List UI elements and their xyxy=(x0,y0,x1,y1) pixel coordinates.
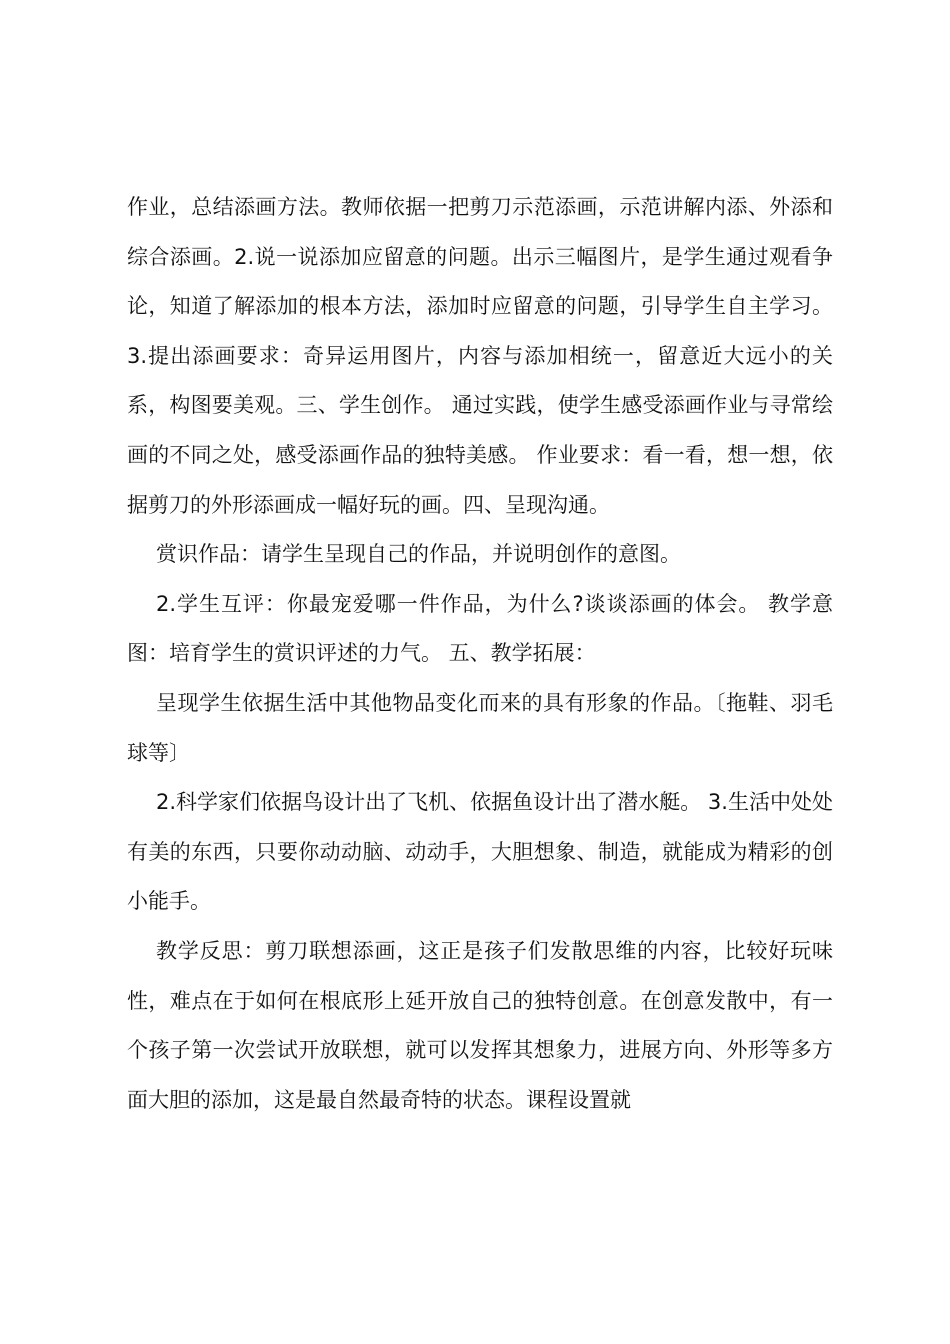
paragraph-showcase: 呈现学生依据生活中其他物品变化而来的具有形象的作品。〔拖鞋、羽毛球等〕 xyxy=(127,690,833,765)
paragraph-reflection: 教学反思：剪刀联想添画，这正是孩子们发散思维的内容，比较好玩味性，难点在于如何在根底形上延开放自己的独特创意。在创意发散中，有一个孩子第一次尝试开放联想，就可以发挥其想象力，进展方向、外形等多方面大胆的添加，这是最自然最奇特的状态。课程设置就 xyxy=(127,938,833,1112)
paragraph-lesson-steps: 作业，总结添画方法。教师依据一把剪刀示范添画，示范讲解内添、外添和综合添画。2.说一说添加应留意的问题。出示三幅图片，是学生通过观看争论，知道了解添加的根本方法，添加时应留意的问题，引导学生自主学习。3.提出添画要求：奇异运用图片，内容与添加相统一，留意近大远小的关系，构图要美观。三、学生创作。 通过实践，使学生感受添画作业与寻常绘画的不同之处，感受添画作品的独特美感。 作业要求：看一看，想一想，依据剪刀的外形添画成一幅好玩的画。四、呈现沟通。 xyxy=(127,195,833,517)
document-body xyxy=(127,183,833,1125)
paragraph-appreciation: 赏识作品：请学生呈现自己的作品，并说明创作的意图。 xyxy=(156,542,681,567)
paragraph-inspiration: 2.科学家们依据鸟设计出了飞机、依据鱼设计出了潜水艇。 3.生活中处处有美的东西，只要你动动脑、动动手，大胆想象、制造，就能成为精彩的创小能手。 xyxy=(127,790,833,914)
paragraph-peer-review: 2.学生互评：你最宠爱哪一件作品，为什么?谈谈添画的体会。 教学意图：培育学生的赏识评述的力气。 五、教学拓展： xyxy=(127,591,833,666)
